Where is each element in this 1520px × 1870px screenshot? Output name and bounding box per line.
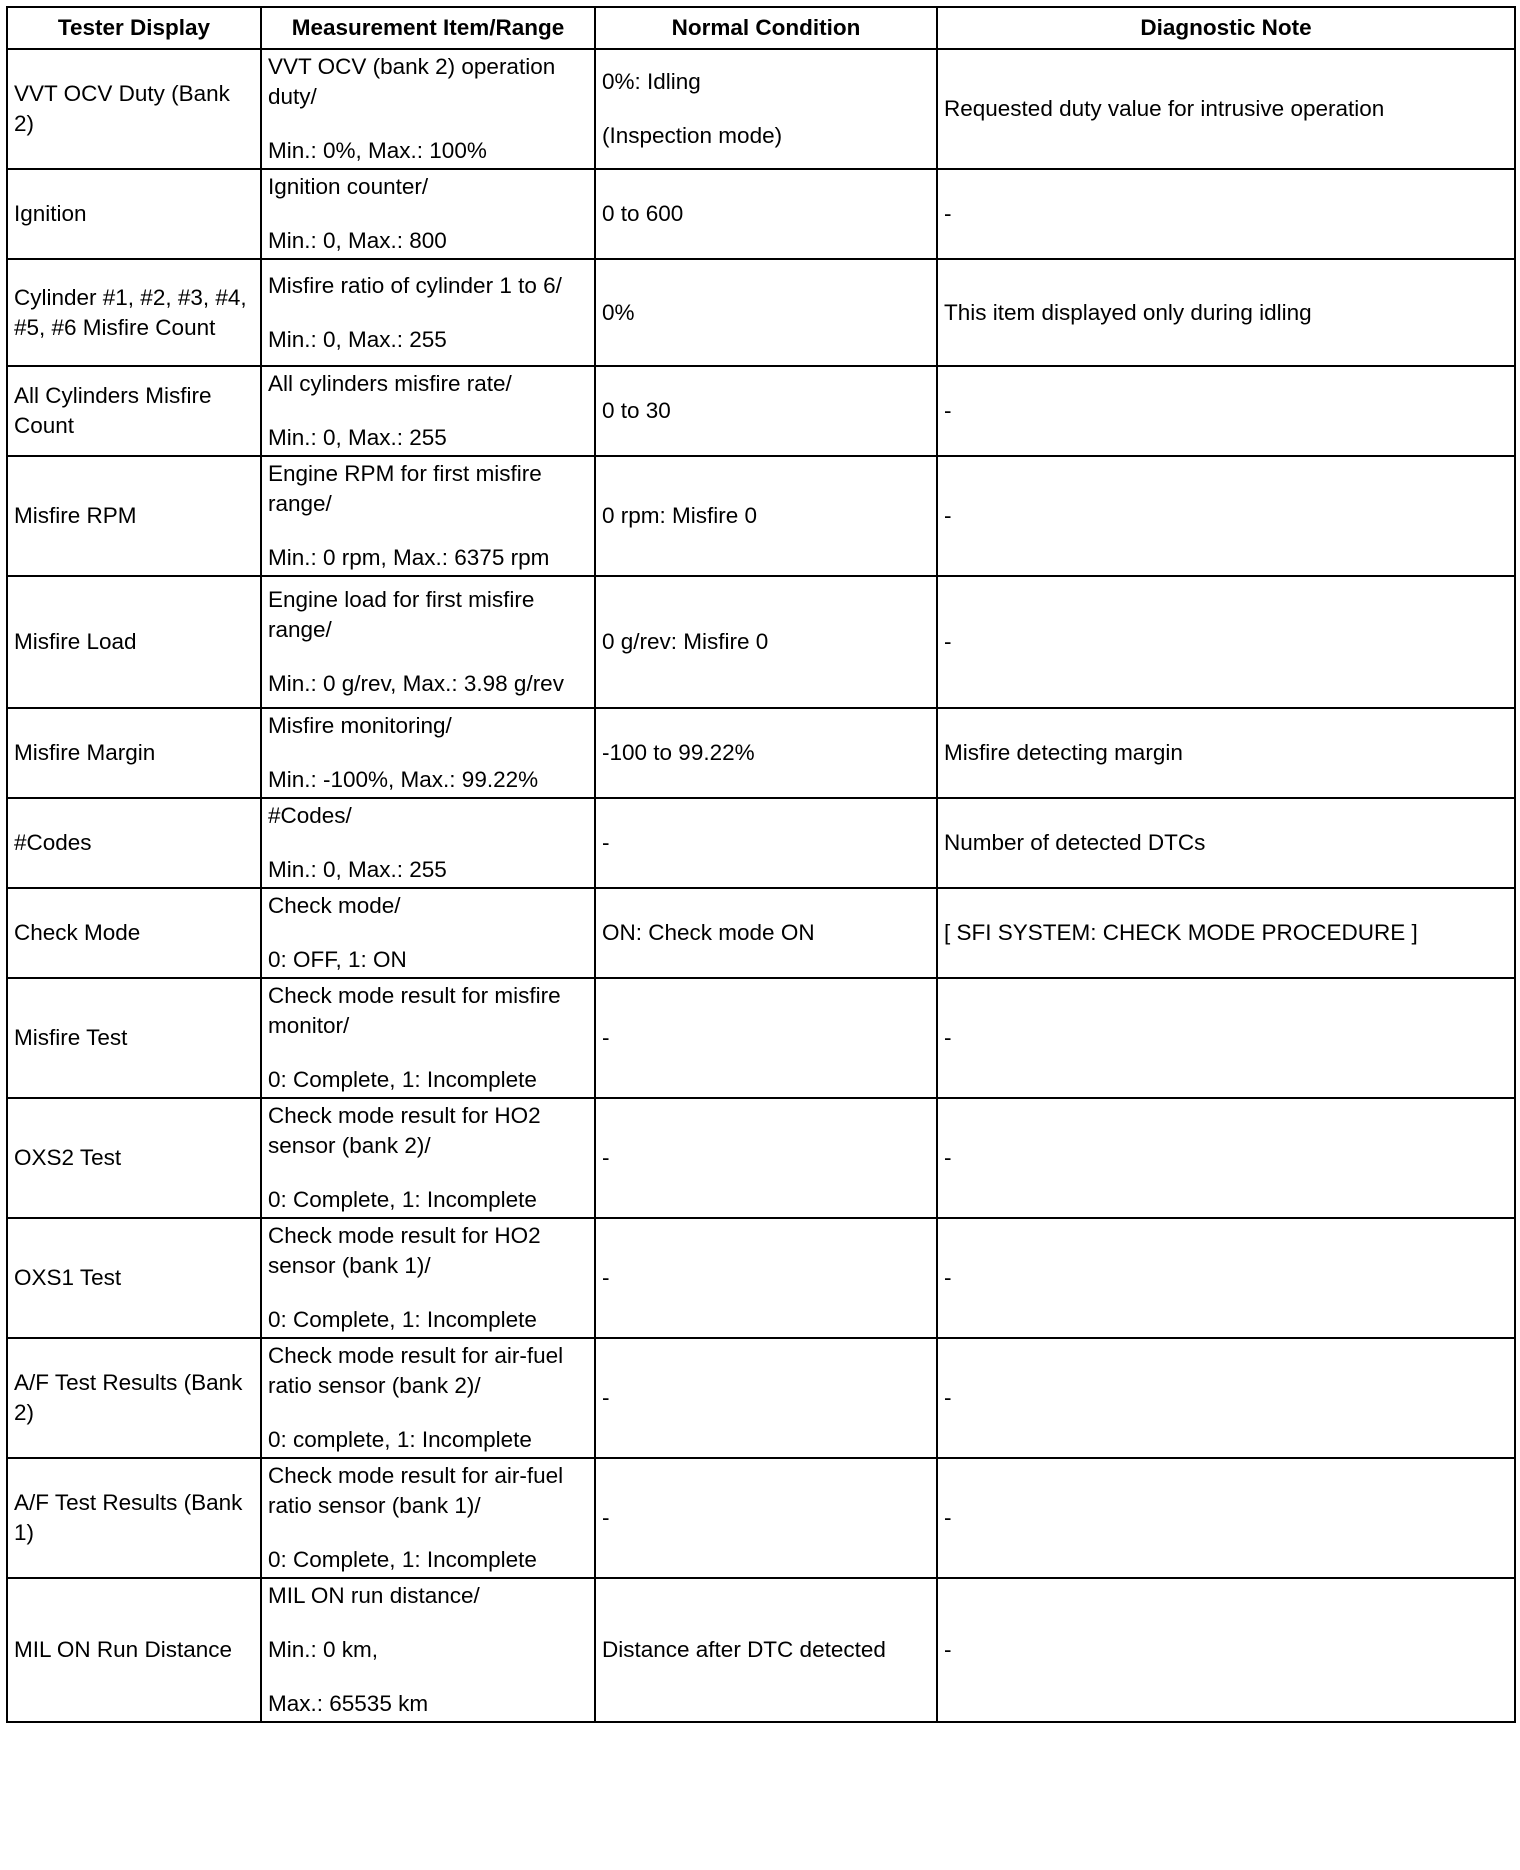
cell-tester-display: A/F Test Results (Bank 2)	[7, 1338, 261, 1458]
cell-tester-display: Misfire Load	[7, 576, 261, 708]
measurement-line: MIL ON run distance/	[268, 1583, 480, 1608]
measurement-line: Min.: 0, Max.: 255	[268, 326, 447, 352]
cell-diagnostic-note: This item displayed only during idling	[937, 259, 1515, 366]
cell-measurement-item	[261, 798, 595, 888]
cell-normal-condition	[595, 576, 937, 708]
cell-measurement-item	[261, 888, 595, 978]
cell-diagnostic-note: -	[937, 1338, 1515, 1458]
cell-normal-condition	[595, 1218, 937, 1338]
cell-normal-condition	[595, 1458, 937, 1578]
cell-measurement-item	[261, 49, 595, 169]
cell-normal-condition	[595, 366, 937, 456]
condition-line: -	[602, 1385, 610, 1410]
cell-diagnostic-note: -	[937, 456, 1515, 576]
measurement-line: Check mode result for air-fuel ratio sensor (bank 1)/	[268, 1463, 564, 1518]
cell-diagnostic-note: -	[937, 576, 1515, 708]
condition-line: -	[602, 1265, 610, 1290]
cell-measurement-item	[261, 366, 595, 456]
measurement-line: 0: complete, 1: Incomplete	[268, 1427, 532, 1452]
cell-normal-condition	[595, 259, 937, 366]
cell-measurement-item	[261, 708, 595, 798]
cell-normal-condition	[595, 708, 937, 798]
header-row	[7, 7, 1515, 49]
header-normal-condition: Normal Condition	[595, 7, 937, 49]
condition-line: -	[602, 1505, 610, 1530]
measurement-line: #Codes/	[268, 803, 352, 828]
cell-diagnostic-note: -	[937, 1098, 1515, 1218]
cell-normal-condition	[595, 1098, 937, 1218]
condition-line: (Inspection mode)	[602, 123, 783, 148]
condition-line: -	[602, 1025, 610, 1050]
table-row	[7, 798, 1515, 888]
measurement-line: 0: Complete, 1: Incomplete	[268, 1067, 537, 1092]
measurement-line: Engine load for first misfire range/	[268, 587, 535, 642]
cell-measurement-item	[261, 456, 595, 576]
table-row	[7, 1098, 1515, 1218]
cell-diagnostic-note: -	[937, 169, 1515, 259]
cell-normal-condition	[595, 1578, 937, 1722]
cell-tester-display: Misfire Test	[7, 978, 261, 1098]
cell-normal-condition	[595, 49, 937, 169]
table-row	[7, 1578, 1515, 1722]
cell-tester-display: OXS1 Test	[7, 1218, 261, 1338]
cell-measurement-item	[261, 259, 595, 366]
condition-line: -	[602, 830, 610, 855]
measurement-line: Check mode result for air-fuel ratio sensor (bank 2)/	[268, 1343, 564, 1398]
cell-diagnostic-note: -	[937, 1458, 1515, 1578]
data-list-table	[6, 6, 1516, 1723]
condition-line: 0 rpm: Misfire 0	[602, 503, 758, 528]
cell-tester-display: Cylinder #1, #2, #3, #4, #5, #6 Misfire Count	[7, 259, 261, 366]
cell-measurement-item	[261, 169, 595, 259]
table-row	[7, 1338, 1515, 1458]
condition-line: 0 g/rev: Misfire 0	[602, 629, 769, 654]
cell-tester-display: #Codes	[7, 798, 261, 888]
cell-measurement-item	[261, 1338, 595, 1458]
table-row	[7, 888, 1515, 978]
cell-diagnostic-note: -	[937, 1218, 1515, 1338]
cell-tester-display: MIL ON Run Distance	[7, 1578, 261, 1722]
measurement-line: Misfire ratio of cylinder 1 to 6/	[268, 272, 562, 298]
cell-diagnostic-note: -	[937, 1578, 1515, 1722]
cell-normal-condition	[595, 888, 937, 978]
measurement-line: Engine RPM for first misfire range/	[268, 461, 542, 516]
cell-measurement-item	[261, 1218, 595, 1338]
table-row	[7, 1458, 1515, 1578]
cell-diagnostic-note: Requested duty value for intrusive operation	[937, 49, 1515, 169]
measurement-line: Min.: 0, Max.: 255	[268, 857, 447, 882]
table-row	[7, 169, 1515, 259]
measurement-line: 0: Complete, 1: Incomplete	[268, 1307, 537, 1332]
condition-line: -100 to 99.22%	[602, 740, 755, 765]
table-row	[7, 576, 1515, 708]
cell-measurement-item	[261, 1578, 595, 1722]
cell-normal-condition	[595, 1338, 937, 1458]
table-row	[7, 456, 1515, 576]
cell-diagnostic-note: -	[937, 366, 1515, 456]
condition-line: 0%: Idling	[602, 69, 701, 94]
cell-measurement-item	[261, 1458, 595, 1578]
condition-line: 0 to 600	[602, 201, 684, 226]
condition-line: Distance after DTC detected	[602, 1637, 886, 1662]
header-measurement-item: Measurement Item/Range	[261, 7, 595, 49]
condition-line: ON: Check mode ON	[602, 920, 815, 945]
measurement-line: Min.: -100%, Max.: 99.22%	[268, 767, 539, 792]
cell-normal-condition	[595, 978, 937, 1098]
cell-measurement-item	[261, 576, 595, 708]
cell-measurement-item	[261, 978, 595, 1098]
measurement-line: Min.: 0 rpm, Max.: 6375 rpm	[268, 545, 550, 570]
measurement-line: Check mode result for misfire monitor/	[268, 983, 561, 1038]
measurement-line: Min.: 0, Max.: 255	[268, 425, 447, 450]
cell-tester-display: OXS2 Test	[7, 1098, 261, 1218]
measurement-line: All cylinders misfire rate/	[268, 371, 512, 396]
table-row	[7, 366, 1515, 456]
cell-normal-condition	[595, 169, 937, 259]
condition-line: 0 to 30	[602, 398, 671, 423]
cell-measurement-item	[261, 1098, 595, 1218]
measurement-line: VVT OCV (bank 2) operation duty/	[268, 54, 556, 109]
measurement-line: Min.: 0%, Max.: 100%	[268, 138, 487, 163]
cell-tester-display: Misfire Margin	[7, 708, 261, 798]
measurement-line: Min.: 0 km,	[268, 1637, 379, 1662]
measurement-line: Check mode result for HO2 sensor (bank 1)/	[268, 1223, 541, 1278]
condition-line: 0%	[602, 299, 635, 325]
cell-diagnostic-note: Misfire detecting margin	[937, 708, 1515, 798]
cell-tester-display: Misfire RPM	[7, 456, 261, 576]
cell-diagnostic-note-link[interactable]: [ SFI SYSTEM: CHECK MODE PROCEDURE ]	[937, 888, 1515, 978]
cell-normal-condition	[595, 456, 937, 576]
cell-tester-display: Check Mode	[7, 888, 261, 978]
table-row	[7, 1218, 1515, 1338]
condition-line: -	[602, 1145, 610, 1170]
measurement-line: Misfire monitoring/	[268, 713, 452, 738]
data-list-table-container	[6, 6, 1516, 1723]
measurement-line: 0: Complete, 1: Incomplete	[268, 1187, 537, 1212]
cell-tester-display: VVT OCV Duty (Bank 2)	[7, 49, 261, 169]
measurement-line: Check mode result for HO2 sensor (bank 2)/	[268, 1103, 541, 1158]
cell-diagnostic-note: Number of detected DTCs	[937, 798, 1515, 888]
cell-normal-condition	[595, 798, 937, 888]
cell-tester-display: Ignition	[7, 169, 261, 259]
table-row	[7, 49, 1515, 169]
table-row	[7, 259, 1515, 366]
measurement-line: Ignition counter/	[268, 174, 429, 199]
measurement-line: Check mode/	[268, 893, 401, 918]
table-row	[7, 978, 1515, 1098]
table-body	[7, 49, 1515, 1722]
measurement-line: Min.: 0, Max.: 800	[268, 228, 447, 253]
header-diagnostic-note: Diagnostic Note	[937, 7, 1515, 49]
cell-tester-display: A/F Test Results (Bank 1)	[7, 1458, 261, 1578]
header-tester-display: Tester Display	[7, 7, 261, 49]
table-row	[7, 708, 1515, 798]
measurement-line: 0: Complete, 1: Incomplete	[268, 1547, 537, 1572]
measurement-line: 0: OFF, 1: ON	[268, 947, 407, 972]
measurement-line: Min.: 0 g/rev, Max.: 3.98 g/rev	[268, 671, 564, 696]
cell-tester-display: All Cylinders Misfire Count	[7, 366, 261, 456]
table-header	[7, 7, 1515, 49]
cell-diagnostic-note: -	[937, 978, 1515, 1098]
measurement-line: Max.: 65535 km	[268, 1691, 429, 1716]
